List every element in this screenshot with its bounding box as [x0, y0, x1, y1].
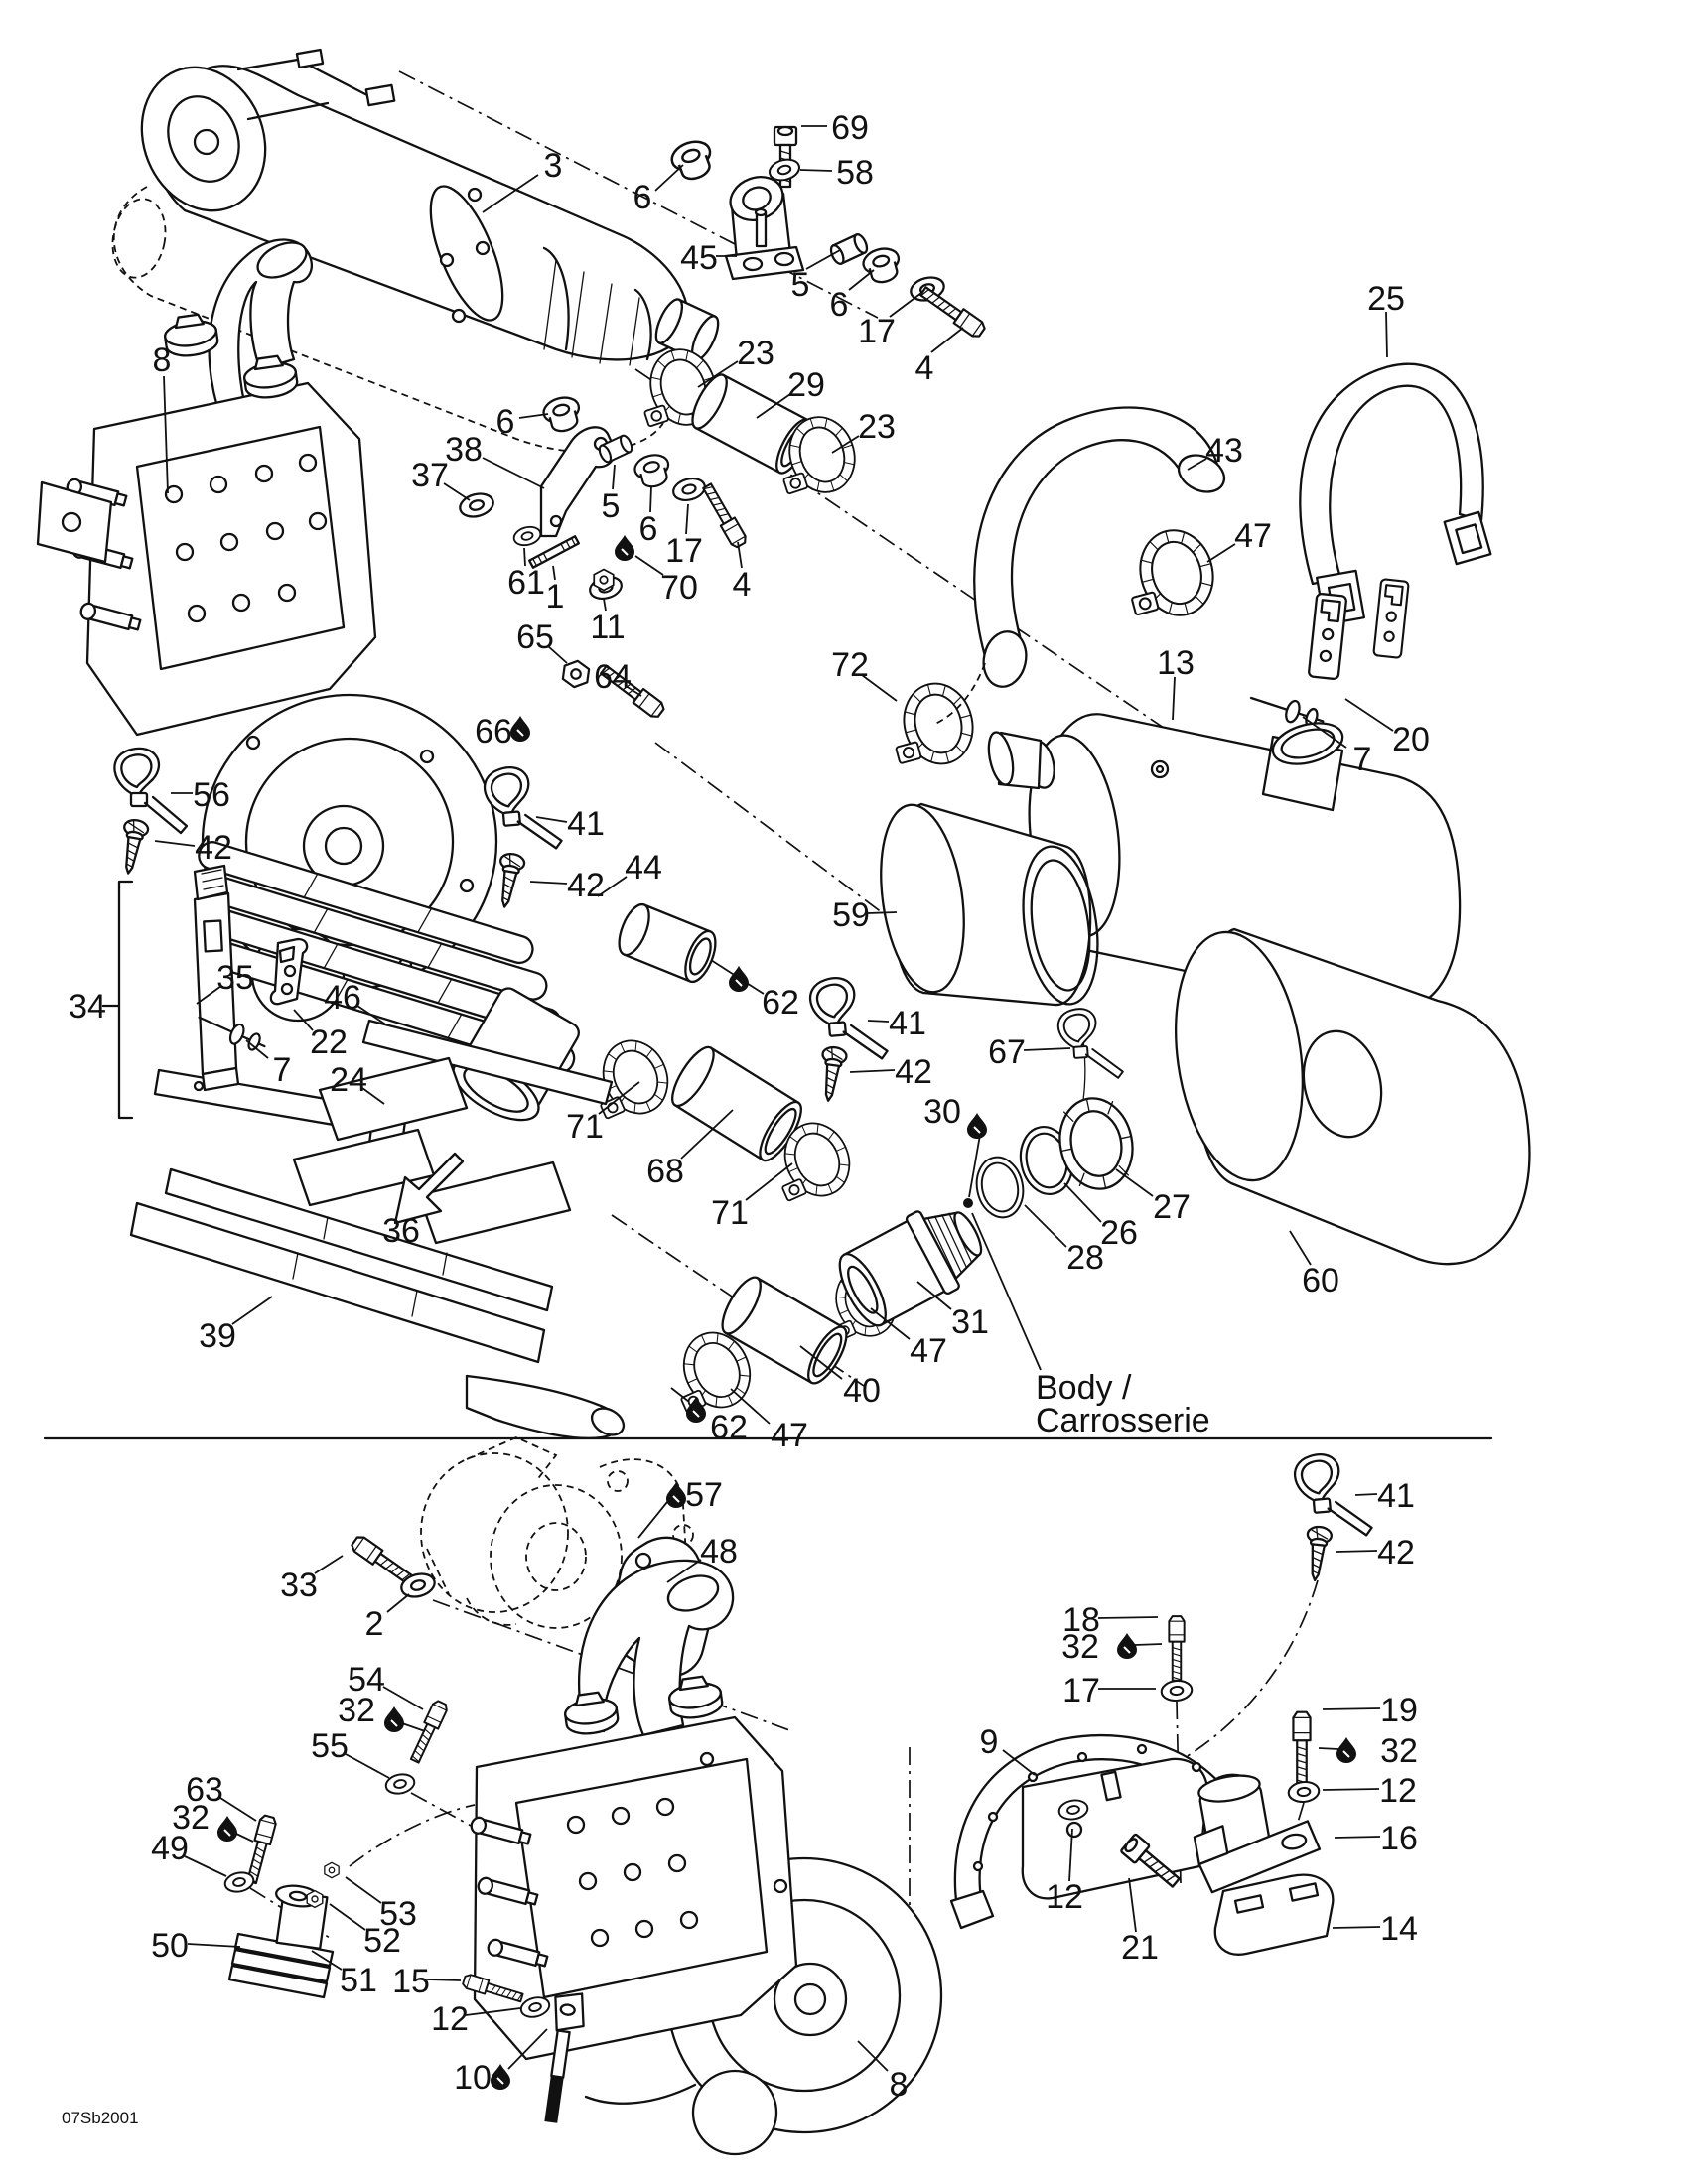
- leader-line-76: [185, 1856, 226, 1876]
- callout-23: 23: [737, 335, 774, 372]
- anchor-plate-14: [1215, 1875, 1334, 1955]
- callout-66: 66: [475, 713, 512, 751]
- callout-2: 2: [364, 1605, 384, 1643]
- callout-61: 61: [507, 564, 545, 602]
- callout-71: 71: [711, 1194, 749, 1232]
- leader-line-81: [427, 1979, 461, 1980]
- oil-drop-icon: [1117, 1633, 1137, 1659]
- leader-line-74: [220, 1798, 256, 1821]
- callout-60: 60: [1302, 1262, 1339, 1299]
- leader-line-18: [686, 504, 688, 534]
- callout-59: 59: [832, 896, 870, 934]
- callout-72: 72: [831, 646, 869, 684]
- callout-49: 49: [151, 1830, 189, 1867]
- callout-64: 64: [594, 658, 632, 696]
- callout-40: 40: [843, 1372, 881, 1410]
- callout-14: 14: [1380, 1910, 1418, 1948]
- oil-drop-icon: [510, 716, 530, 742]
- leader-line-64: [1290, 1231, 1311, 1265]
- callout-22: 22: [310, 1024, 348, 1061]
- leader-line-70: [387, 1594, 409, 1612]
- callout-29: 29: [787, 366, 825, 404]
- callout-55: 55: [311, 1727, 349, 1765]
- leader-line-16: [613, 465, 615, 489]
- callout-52: 52: [363, 1922, 401, 1960]
- callout-25: 25: [1367, 280, 1405, 318]
- leader-line-67: [638, 1502, 667, 1538]
- callout-34: 34: [69, 988, 106, 1025]
- leader-line-22: [635, 556, 663, 575]
- leader-line-34: [868, 912, 897, 913]
- leader-line-6: [849, 270, 874, 290]
- oil-drop-icon: [967, 1113, 987, 1139]
- leader-line-86: [1098, 1617, 1158, 1618]
- callout-41: 41: [567, 805, 605, 843]
- callout-body-: Body /: [1036, 1369, 1132, 1407]
- callout-32: 32: [1061, 1628, 1099, 1666]
- callout-54: 54: [348, 1661, 385, 1699]
- callout-12: 12: [431, 2000, 469, 2038]
- oil-drop-icon: [729, 966, 749, 992]
- callout-46: 46: [324, 979, 361, 1017]
- leader-line-63: [1024, 1048, 1070, 1050]
- callout-15: 15: [392, 1963, 430, 2000]
- callout-44: 44: [625, 849, 662, 887]
- callout-16: 16: [1380, 1820, 1418, 1857]
- leader-line-53: [850, 1070, 895, 1072]
- callout-13: 13: [1157, 644, 1195, 682]
- callout-17: 17: [858, 313, 896, 350]
- callout-53: 53: [379, 1895, 417, 1933]
- leader-line-91: [1323, 1708, 1380, 1709]
- callout-70: 70: [660, 569, 698, 607]
- callout-69: 69: [831, 109, 869, 147]
- callout-19: 19: [1380, 1692, 1418, 1729]
- callout-26: 26: [1100, 1214, 1138, 1252]
- callout-33: 33: [280, 1567, 318, 1604]
- leader-line-58: [1116, 1169, 1153, 1196]
- leader-line-90: [1336, 1551, 1377, 1552]
- callout-42: 42: [195, 829, 232, 867]
- callout-6: 6: [633, 179, 652, 216]
- callout-27: 27: [1153, 1188, 1191, 1226]
- bottom-section: [223, 1437, 1372, 2154]
- leader-line-32: [1345, 699, 1393, 731]
- leader-line-80: [346, 1877, 381, 1903]
- callout-7: 7: [272, 1051, 292, 1089]
- callout-42: 42: [895, 1053, 932, 1091]
- callout-32: 32: [172, 1799, 210, 1837]
- callout-39: 39: [199, 1317, 236, 1355]
- ball-30: [963, 1198, 973, 1208]
- leader-line-71: [383, 1687, 423, 1709]
- callout-9: 9: [979, 1723, 999, 1761]
- leader-line-8: [931, 328, 963, 352]
- leader-line-79: [330, 1904, 365, 1930]
- callout-43: 43: [1205, 432, 1243, 470]
- callout-57: 57: [685, 1476, 723, 1514]
- callout-47: 47: [771, 1417, 808, 1454]
- leader-line-92: [1319, 1748, 1338, 1749]
- callout-18: 18: [1062, 1601, 1100, 1639]
- callout-3: 3: [543, 147, 563, 185]
- callout-63: 63: [186, 1771, 223, 1809]
- callout-17: 17: [665, 532, 703, 570]
- leader-line-95: [1333, 1927, 1380, 1928]
- callout-6: 6: [495, 403, 515, 441]
- leader-line-65: [972, 1213, 1041, 1370]
- leader-line-54: [868, 1021, 889, 1022]
- oil-drop-icon: [384, 1706, 404, 1732]
- callout-45: 45: [680, 239, 718, 277]
- callout-5: 5: [601, 487, 621, 525]
- leader-line-31: [1207, 544, 1235, 562]
- leader-line-93: [1323, 1789, 1379, 1790]
- leader-line-2: [800, 170, 832, 171]
- leader-line-72: [402, 1723, 425, 1731]
- callout-62: 62: [710, 1409, 748, 1446]
- callout-42: 42: [567, 867, 605, 904]
- callout-41: 41: [1377, 1477, 1415, 1515]
- callout-20: 20: [1392, 721, 1430, 758]
- callout-12: 12: [1046, 1878, 1083, 1916]
- callout-62: 62: [762, 984, 799, 1022]
- leader-line-57: [1025, 1205, 1066, 1247]
- callout-56: 56: [193, 776, 230, 814]
- callout-8: 8: [152, 341, 172, 379]
- leader-line-17: [650, 486, 651, 512]
- leader-line-28: [1173, 677, 1175, 720]
- engine-assembly-bottom: [470, 1675, 941, 2154]
- callout-12: 12: [1379, 1772, 1417, 1810]
- callout-41: 41: [889, 1005, 926, 1042]
- callout-51: 51: [340, 1962, 377, 1999]
- callout-5: 5: [790, 266, 810, 304]
- callout-23: 23: [858, 408, 896, 446]
- oil-drop-icon: [1336, 1737, 1356, 1763]
- callout-68: 68: [646, 1153, 684, 1190]
- leader-line-48: [232, 1297, 272, 1324]
- callout-6: 6: [638, 510, 658, 548]
- callout-32: 32: [338, 1692, 375, 1729]
- callout-7: 7: [1352, 741, 1372, 778]
- callout-35: 35: [216, 959, 254, 997]
- leader-line-38: [530, 882, 567, 884]
- leader-line-94: [1335, 1837, 1380, 1838]
- callout-4: 4: [732, 566, 752, 604]
- outlet-pipe: [613, 900, 721, 986]
- callout-07sb2001: 07Sb2001: [62, 2109, 139, 2127]
- callout-38: 38: [445, 431, 483, 469]
- callout-30: 30: [923, 1093, 961, 1131]
- callout-6: 6: [829, 286, 849, 324]
- callout-32: 32: [1380, 1732, 1418, 1770]
- leader-line-77: [188, 1944, 240, 1947]
- leader-line-73: [346, 1754, 389, 1778]
- leader-line-37: [536, 817, 567, 822]
- callout-58: 58: [836, 154, 874, 192]
- leader-line-89: [1355, 1494, 1377, 1495]
- callout-36: 36: [382, 1212, 420, 1250]
- oil-drop-icon: [491, 2064, 510, 2090]
- callout-65: 65: [516, 618, 554, 656]
- resonator-60: [1161, 924, 1529, 1265]
- oil-drop-icon: [615, 535, 634, 561]
- leader-line-40: [155, 841, 195, 846]
- callout-67: 67: [988, 1033, 1026, 1071]
- callout-47: 47: [910, 1332, 947, 1370]
- callout-10: 10: [454, 2059, 492, 2097]
- callout-carrosserie: Carrosserie: [1036, 1402, 1210, 1439]
- callout-50: 50: [151, 1927, 189, 1965]
- exhaust-elbow-62: [467, 1376, 629, 1440]
- callout-1: 1: [545, 578, 565, 615]
- callout-71: 71: [566, 1108, 604, 1146]
- callout-47: 47: [1234, 517, 1272, 555]
- callout-11: 11: [590, 609, 626, 646]
- callout-24: 24: [330, 1061, 367, 1099]
- oil-drop-icon: [666, 1482, 686, 1508]
- leader-line-97: [1129, 1878, 1136, 1932]
- leader-line-3: [655, 165, 683, 191]
- leader-line-87: [1135, 1644, 1162, 1645]
- oil-drop-icon: [217, 1816, 237, 1842]
- exhaust-guard-9: [951, 1735, 1246, 1928]
- leader-line-13: [483, 458, 544, 488]
- callout-17: 17: [1062, 1672, 1100, 1709]
- callout-48: 48: [700, 1533, 738, 1570]
- callout-8: 8: [889, 2066, 909, 2104]
- leader-line-69: [315, 1556, 343, 1573]
- callout-42: 42: [1377, 1534, 1415, 1571]
- callout-28: 28: [1066, 1239, 1104, 1277]
- callout-21: 21: [1121, 1929, 1159, 1967]
- callout-4: 4: [914, 349, 934, 387]
- top-section: [38, 49, 1529, 1440]
- callout-31: 31: [951, 1303, 989, 1341]
- callout-37: 37: [411, 457, 449, 494]
- leader-line-30: [1386, 312, 1387, 357]
